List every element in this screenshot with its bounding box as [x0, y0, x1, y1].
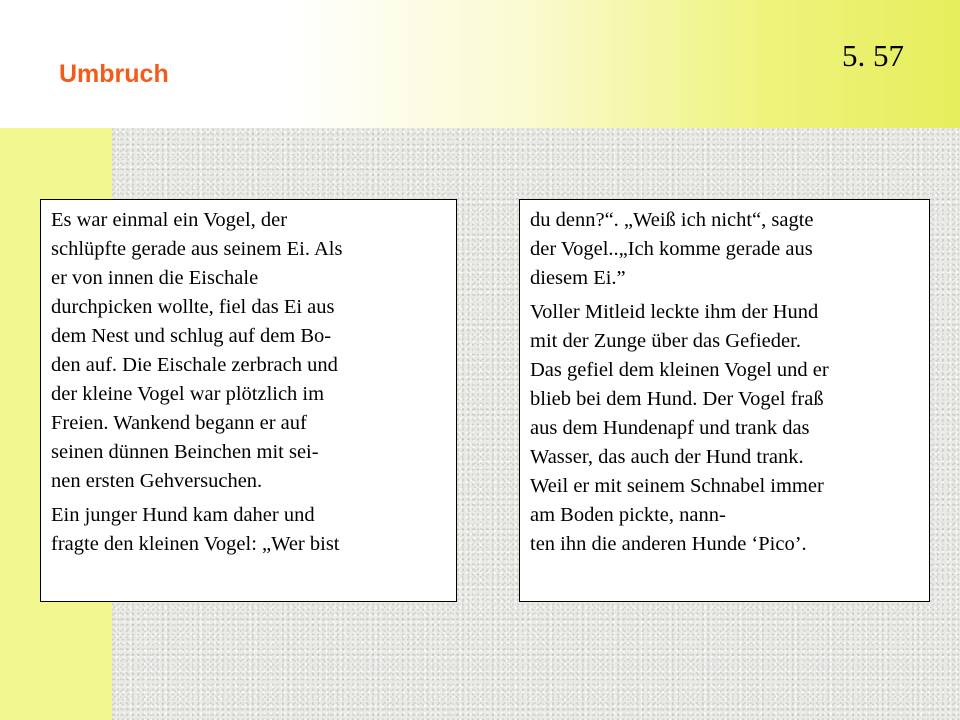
text-line: Freien. Wankend begann er auf	[51, 412, 307, 434]
text-line: schlüpfte gerade aus seinem Ei. Als	[51, 238, 343, 260]
text-line: den auf. Die Eischale zerbrach und	[51, 354, 338, 376]
text-line: durchpicken wollte, fiel das Ei aus	[51, 296, 335, 318]
right-text-column	[519, 199, 930, 602]
text-line: ten ihn die anderen Hunde ‘Pico’.	[530, 533, 807, 555]
text-line: seinen dünnen Beinchen mit sei-	[51, 441, 319, 463]
text-line: Weil er mit seinem Schnabel immer	[530, 475, 824, 497]
text-line: dem Nest und schlug auf dem Bo-	[51, 325, 332, 347]
text-line: diesem Ei.”	[530, 267, 626, 289]
text-line: der kleine Vogel war plötzlich im	[51, 383, 325, 405]
text-line: Voller Mitleid leckte ihm der Hund	[530, 301, 819, 323]
text-line: Ein junger Hund kam daher und	[51, 504, 315, 526]
paragraph	[51, 206, 446, 496]
page-number: 5. 57	[842, 38, 904, 73]
text-line: blieb bei dem Hund. Der Vogel fraß	[530, 388, 824, 410]
text-line: aus dem Hundenapf und trank das	[530, 417, 810, 439]
text-line: Es war einmal ein Vogel, der	[51, 209, 288, 231]
text-line: er von innen die Eischale	[51, 267, 259, 289]
text-line: fragte den kleinen Vogel: „Wer bist	[51, 533, 340, 555]
paragraph	[51, 501, 446, 559]
text-line: nen ersten Gehversuchen.	[51, 470, 263, 492]
slide-title: Umbruch	[59, 60, 169, 88]
text-line: am Boden pickte, nann-	[530, 504, 726, 526]
text-line: Das gefiel dem kleinen Vogel und er	[530, 359, 829, 381]
paragraph	[530, 206, 919, 293]
text-line: du denn?“. „Weiß ich nicht“, sagte	[530, 209, 814, 231]
text-line: der Vogel..„Ich komme gerade aus	[530, 238, 813, 260]
paragraph	[530, 298, 919, 559]
text-line: Wasser, das auch der Hund trank.	[530, 446, 804, 468]
text-line: mit der Zunge über das Gefieder.	[530, 330, 801, 352]
left-text-column	[40, 199, 457, 602]
